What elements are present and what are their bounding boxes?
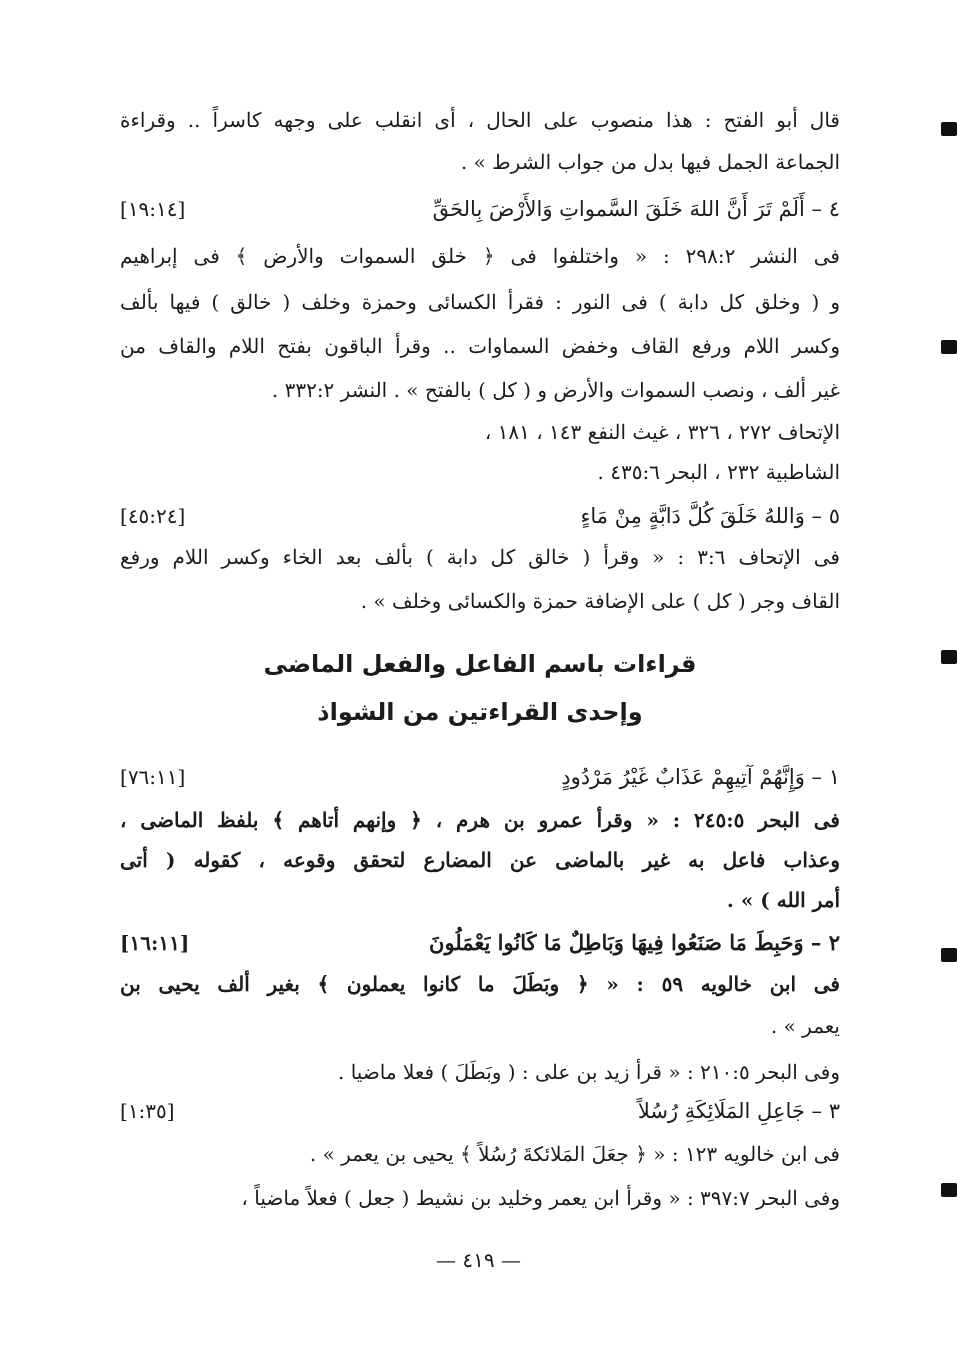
text-line: فى ابن خالويه ٥٩ : « ﴿ وبَطَلَ ما كانوا يعملون ﴾ بغير ألف يحيى بن (120, 972, 840, 996)
verse-reference: [١:٣٥] (120, 1099, 175, 1123)
text-line: وكسر اللام ورفع القاف وخفض السماوات .. وقرأ الباقون بفتح اللام والقاف من (120, 334, 840, 358)
text-line: وفى البحر ٣٩٧:٧ : « وقرأ ابن يعمر وخليد بن نشيط ( جعل ) فعلاً ماضياً ، (241, 1186, 840, 1210)
verse-text: ٤ – أَلَمْ تَرَ أَنَّ اللهَ خَلَقَ السَّمواتِ وَالأَرْضَ بِالحَقِّ (432, 197, 840, 221)
section-heading: قراءات باسم الفاعل والفعل الماضى (263, 650, 697, 678)
verse-text: ١ – وَإِنَّهُمْ آتِيهِمْ عَذَابٌ غَيْرُ مَرْدُودٍ (561, 765, 840, 789)
verse-text: ٥ – وَاللهُ خَلَقَ كُلَّ دَابَّةٍ مِنْ مَاءٍ (580, 504, 840, 528)
text-line: فى الإتحاف ٣:٦ : « وقرأ ( خالق كل دابة ) بألف بعد الخاء وكسر اللام ورفع (120, 545, 840, 569)
text-line: فى البحر ٢٤٥:٥ : « وقرأ عمرو بن هرم ، ﴿ وإنهم أتاهم ﴾ بلفظ الماضى ، (120, 808, 840, 832)
verse-reference: [٤٥:٢٤] (120, 504, 186, 528)
scan-edge-mark (941, 122, 957, 136)
text-line: فى ابن خالويه ١٢٣ : « ﴿ جعَلَ المَلائكةَ رُسُلاً ﴾ يحيى بن يعمر » . (309, 1142, 840, 1166)
quran-verse (120, 188, 840, 230)
text-line: قال أبو الفتح : هذا منصوب على الحال ، أى انقلب على وجهه كاسراً .. وقراءة (120, 108, 840, 132)
quran-verse (120, 495, 840, 537)
scan-edge-mark (941, 948, 957, 962)
quran-verse (120, 922, 840, 964)
text-line: القاف وجر ( كل ) على الإضافة حمزة والكسائى وخلف » . (360, 589, 840, 613)
verse-reference: [٧٦:١١] (120, 765, 186, 789)
verse-reference: [١٩:١٤] (120, 197, 186, 221)
text-line: الجماعة الجمل فيها بدل من جواب الشرط » . (460, 150, 840, 174)
scan-edge-mark (941, 1183, 957, 1197)
section-subheading: وإحدى القراءتين من الشواذ (317, 698, 643, 726)
scan-edge-mark (941, 650, 957, 664)
scan-edge-mark (941, 340, 957, 354)
verse-text: ٣ – جَاعِلِ المَلَائِكَةِ رُسُلاً (637, 1099, 840, 1123)
text-line: فى النشر ٢٩٨:٢ : « واختلفوا فى ﴿ خلق السموات والأرض ﴾ فى إبراهيم (120, 244, 840, 268)
text-line: أمر الله ) » . (726, 888, 840, 912)
quran-verse (120, 756, 840, 798)
verse-reference: [١٦:١١] (120, 931, 190, 955)
text-line: غير ألف ، ونصب السموات والأرض و ( كل ) بالفتح » . النشر ٣٣٢:٢ . (271, 378, 840, 402)
text-line: وفى البحر ٢١٠:٥ : « قرأ زيد بن على : ( وبَطَلَ ) فعلا ماضيا . (337, 1060, 840, 1084)
page-number: — ٤١٩ — (436, 1248, 521, 1272)
text-line: الإتحاف ٢٧٢ ، ٣٢٦ ، غيث النفع ١٤٣ ، ١٨١ ، (484, 420, 840, 444)
verse-text: ٢ – وَحَبِطَ مَا صَنَعُوا فِيهَا وَبَاطِلٌ مَا كَانُوا يَعْمَلُونَ (429, 930, 840, 955)
quran-verse (120, 1090, 840, 1132)
text-line: يعمر » . (770, 1014, 840, 1038)
text-line: وعذاب فاعل به غير بالماضى عن المضارع لتحقق وقوعه ، كقوله ( أتى (120, 848, 840, 872)
text-line: و ( وخلق كل دابة ) فى النور : فقرأ الكسائى وحمزة وخلف ( خالق ) فيها بألف (120, 290, 840, 314)
text-line: الشاطبية ٢٣٢ ، البحر ٤٣٥:٦ . (597, 460, 840, 484)
